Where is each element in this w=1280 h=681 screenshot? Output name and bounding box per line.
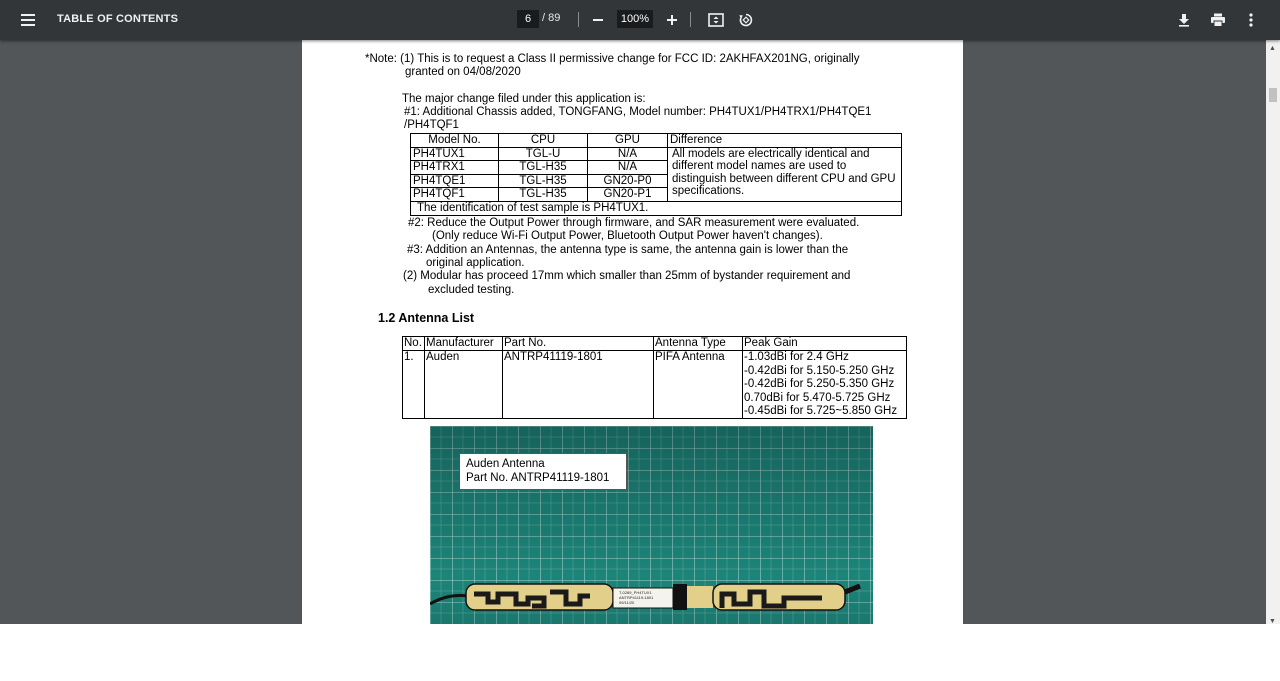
toolbar-divider xyxy=(578,12,579,27)
model-cell: PH4TQF1 xyxy=(411,188,499,202)
note-line-2: granted on 04/08/2020 xyxy=(405,66,521,78)
photo-caption-line-1: Auden Antenna xyxy=(466,458,545,470)
antenna-photo xyxy=(430,426,873,624)
document-title: TABLE OF CONTENTS xyxy=(57,13,179,25)
more-icon[interactable] xyxy=(1237,6,1265,34)
page-number-input[interactable]: 6 xyxy=(517,10,539,28)
antenna-table-header xyxy=(403,337,907,351)
header-difference: Difference xyxy=(668,134,902,148)
cpu-cell: TGL-H35 xyxy=(499,188,588,202)
peak-gain-cell xyxy=(743,351,907,419)
header-model-no: Model No. xyxy=(411,134,499,148)
note-2-line-1: (2) Modular has proceed 17mm which smaller than 25mm of bystander requirement and xyxy=(403,270,851,282)
scroll-down-icon[interactable]: ▼ xyxy=(1269,618,1276,625)
part-no-cell: ANTRP41119-1801 xyxy=(503,351,654,419)
model-cell: PH4TUX1 xyxy=(411,147,499,161)
section-title-antenna-list: 1.2 Antenna List xyxy=(378,311,475,325)
header-peak-gain: Peak Gain xyxy=(743,337,907,351)
cpu-cell: TGL-H35 xyxy=(499,174,588,188)
cpu-cell: TGL-U xyxy=(499,147,588,161)
photo-caption-box xyxy=(459,453,627,490)
gpu-cell: N/A xyxy=(588,161,668,175)
gpu-cell: GN20-P1 xyxy=(588,188,668,202)
sticker-text: T-0289_PH4TUX1 xyxy=(619,590,652,595)
change-1-line-2: /PH4TQF1 xyxy=(404,119,459,131)
difference-cell: All models are electrically identical and different model names are used to distinguish between different CPU and GPU specifications. xyxy=(668,147,902,201)
major-change-heading: The major change filed under this application is: xyxy=(402,93,646,105)
model-cell: PH4TQE1 xyxy=(411,174,499,188)
table-footer-row xyxy=(411,201,902,215)
header-manufacturer: Manufacturer xyxy=(425,337,503,351)
cpu-cell: TGL-H35 xyxy=(499,161,588,175)
vertical-scrollbar[interactable] xyxy=(1266,40,1280,624)
header-part-no: Part No. xyxy=(503,337,654,351)
change-3-line-1: #3: Addition an Antennas, the antenna type is same, the antenna gain is lower than the xyxy=(407,244,849,256)
peak-gain-line: -0.42dBi for 5.250-5.350 GHz xyxy=(744,378,895,391)
note-line-1: *Note: (1) This is to request a Class II permissive change for FCC ID: 2AKHFAX201NG, originally xyxy=(365,53,860,65)
pdf-toolbar xyxy=(0,0,1280,40)
peak-gain-line: -1.03dBi for 2.4 GHz xyxy=(744,351,849,364)
model-cell: PH4TRX1 xyxy=(411,161,499,175)
menu-icon[interactable] xyxy=(14,6,42,34)
pdf-viewer[interactable] xyxy=(0,40,1280,624)
table-row xyxy=(411,147,902,161)
rotate-icon[interactable] xyxy=(732,6,760,34)
photo-caption-line-2: Part No. ANTRP41119-1801 xyxy=(466,472,610,484)
peak-gain-line: -0.45dBi for 5.725~5.850 GHz xyxy=(744,405,898,418)
change-2-line-2: (Only reduce Wi-Fi Output Power, Bluetooth Output Power haven't changes). xyxy=(432,230,823,242)
change-2-line-1: #2: Reduce the Output Power through firmware, and SAR measurement were evaluated. xyxy=(408,217,860,229)
page-total: / 89 xyxy=(542,12,561,24)
fit-page-icon[interactable] xyxy=(702,6,730,34)
toolbar-divider xyxy=(690,12,691,27)
antenna-no-cell: 1. xyxy=(403,351,425,419)
header-gpu: GPU xyxy=(588,134,668,148)
scroll-up-icon[interactable]: ▲ xyxy=(1269,45,1276,52)
print-icon[interactable] xyxy=(1204,6,1232,34)
model-table-header xyxy=(411,134,902,148)
zoom-level-input[interactable]: 100% xyxy=(617,10,653,28)
peak-gain-line: -0.42dBi for 5.150-5.250 GHz xyxy=(744,364,895,377)
change-1-line-1: #1: Additional Chassis added, TONGFANG, Model number: PH4TUX1/PH4TRX1/PH4TQE1 xyxy=(404,106,872,118)
gpu-cell: GN20-P0 xyxy=(588,174,668,188)
header-cpu: CPU xyxy=(499,134,588,148)
antenna-table xyxy=(402,336,907,419)
header-no: No. xyxy=(403,337,425,351)
download-icon[interactable] xyxy=(1170,6,1198,34)
table-row xyxy=(403,351,907,419)
pdf-page xyxy=(302,40,963,624)
gpu-cell: N/A xyxy=(588,147,668,161)
peak-gain-line: 0.70dBi for 5.470-5.725 GHz xyxy=(744,391,891,404)
antenna-type-cell: PIFA Antenna xyxy=(654,351,743,419)
sticker-text: 09/11/20 xyxy=(619,600,635,605)
zoom-out-icon[interactable] xyxy=(584,6,612,34)
manufacturer-cell: Auden xyxy=(425,351,503,419)
sticker-text: ANTRP41119-1801 xyxy=(619,595,654,600)
change-3-line-2: original application. xyxy=(426,257,525,269)
header-antenna-type: Antenna Type xyxy=(654,337,743,351)
note-2-line-2: excluded testing. xyxy=(428,284,515,296)
zoom-in-icon[interactable] xyxy=(658,6,686,34)
test-sample-note: The identification of test sample is PH4TUX1. xyxy=(411,201,902,215)
model-table xyxy=(410,133,902,216)
scrollbar-thumb[interactable] xyxy=(1269,88,1277,102)
